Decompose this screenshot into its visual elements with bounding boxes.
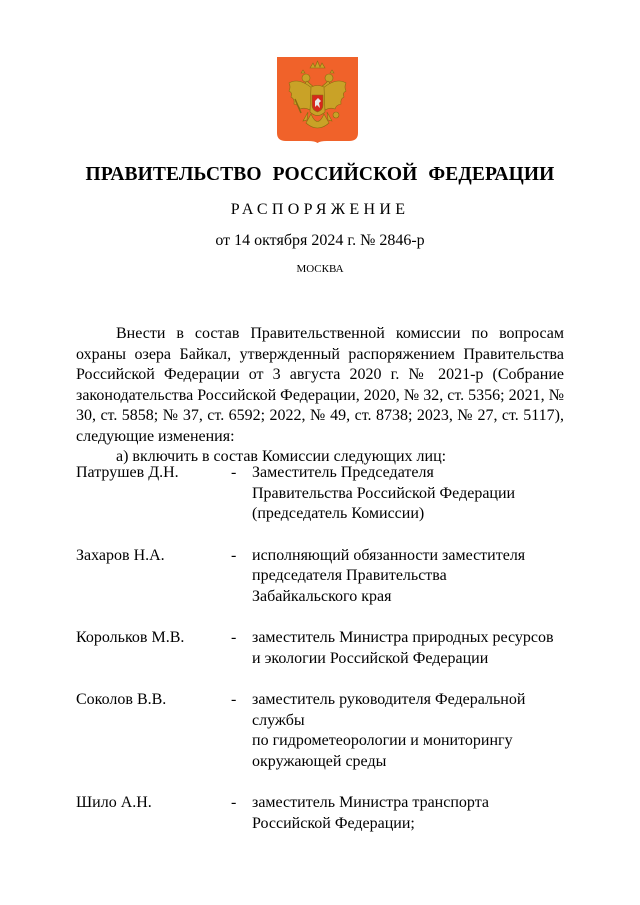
member-name: Патрушев Д.Н. xyxy=(76,464,179,481)
member-role: заместитель руководителя Федеральной службы по гидрометеорологии и мониторингу окружающей среды xyxy=(252,691,526,770)
member-name: Захаров Н.А. xyxy=(76,546,165,564)
list-item xyxy=(76,793,576,834)
list-item xyxy=(76,463,576,525)
member-role: Заместитель Председателя Правительства Российской Федерации (председатель Комиссии) xyxy=(252,464,516,522)
list-item xyxy=(76,546,576,608)
page-title: ПРАВИТЕЛЬСТВО РОССИЙСКОЙ ФЕДЕРАЦИИ xyxy=(85,164,555,185)
member-dash: - xyxy=(231,691,237,708)
document-city: МОСКВА xyxy=(296,263,344,275)
member-role: заместитель Министра природных ресурсов и экологии Российской Федерации xyxy=(252,629,554,667)
document-body xyxy=(76,324,564,468)
member-role: заместитель Министра транспорта Российской Федерации; xyxy=(252,794,489,832)
document-type: РАСПОРЯЖЕНИЕ xyxy=(230,201,410,218)
member-dash: - xyxy=(231,794,237,811)
list-item xyxy=(76,690,576,772)
item-a-paragraph: а) включить в состав Комиссии следующих лиц: xyxy=(116,448,447,465)
member-dash: - xyxy=(231,629,237,646)
member-name: Соколов В.В. xyxy=(76,691,167,708)
member-role: исполняющий обязанности заместителя председателя Правительства Забайкальского края xyxy=(252,546,526,605)
intro-paragraph: Внести в состав Правительственной комиссии по вопросам охраны озера Байкал, утвержденный распоряжением Правительства Российской Федерации от 3 августа 2020 г. № 2021-р (Собрание законодательства Российской Федерации, 2020, № 32, ст. 5356; 2021, № 30, ст. 5858; № 37, ст. 6592; 2022, № 49, ст. 8738; 2023, № 27, ст. 5117), следующие изменения: xyxy=(76,325,564,445)
russian-coat-of-arms-icon xyxy=(277,57,358,143)
member-name: Шило А.Н. xyxy=(76,794,152,811)
member-dash: - xyxy=(231,546,237,564)
member-list xyxy=(76,463,576,855)
member-dash: - xyxy=(231,464,237,481)
list-item xyxy=(76,628,576,669)
document-date-number: от 14 октября 2024 г. № 2846-р xyxy=(215,232,425,249)
member-name: Корольков М.В. xyxy=(76,629,185,646)
